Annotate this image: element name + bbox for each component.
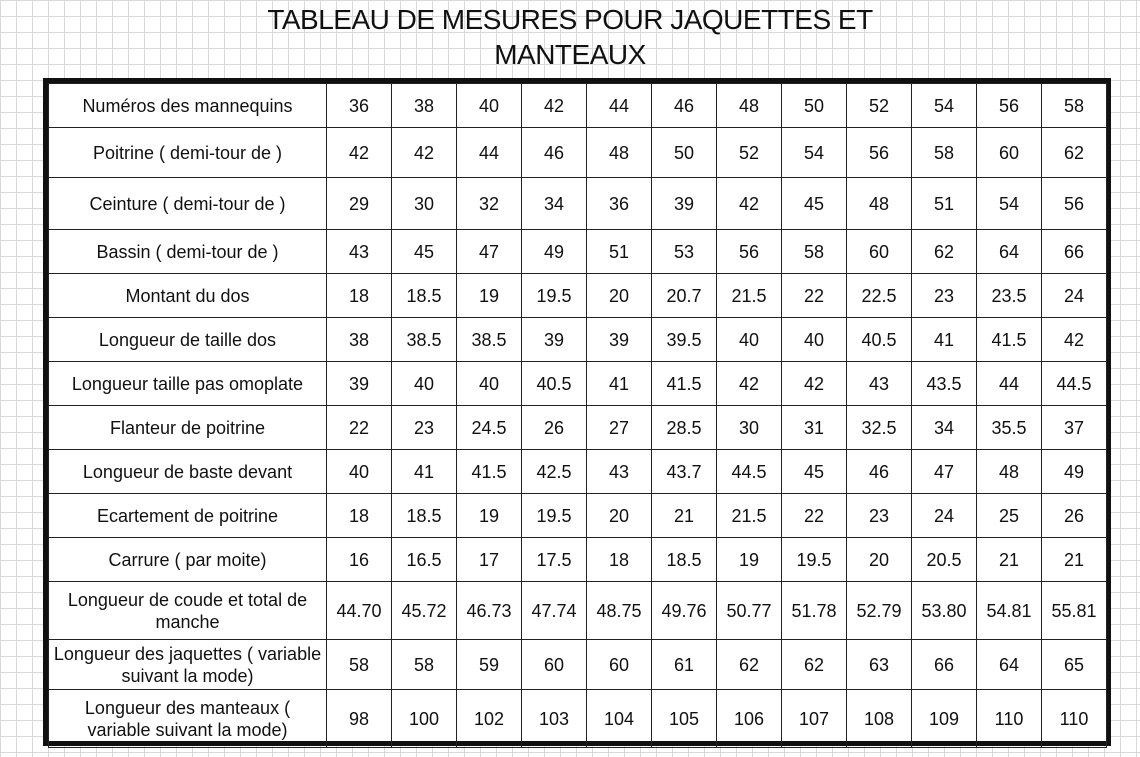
table-cell: 19 [457,274,522,318]
table-cell: 43 [587,450,652,494]
table-cell: 50 [782,84,847,128]
table-cell: 46 [522,128,587,178]
table-cell: 23.5 [977,274,1042,318]
table-cell: 42 [1042,318,1107,362]
table-cell: 60 [847,230,912,274]
table-row [49,582,1107,640]
table-cell: 27 [587,406,652,450]
table-cell: 39 [327,362,392,406]
table-cell: 105 [652,690,717,748]
table-cell: 40 [457,362,522,406]
table-cell: 36 [327,84,392,128]
table-cell: 48.75 [587,582,652,640]
table-cell: 19 [717,538,782,582]
table-cell: 21.5 [717,274,782,318]
table-cell: 46.73 [457,582,522,640]
table-cell: 53.80 [912,582,977,640]
table-cell: 48 [587,128,652,178]
table-row [49,494,1107,538]
table-cell: 20 [587,274,652,318]
table-cell: 46 [652,84,717,128]
table-cell: 60 [587,640,652,690]
table-cell: 45.72 [392,582,457,640]
table-cell: 20 [587,494,652,538]
table-cell: 42 [717,178,782,230]
row-label: Longueur de coude et total de manche [49,582,327,640]
table-cell: 51 [587,230,652,274]
table-cell: 22 [782,274,847,318]
table-cell: 54.81 [977,582,1042,640]
table-cell: 44.5 [1042,362,1107,406]
table-cell: 30 [392,178,457,230]
table-cell: 39.5 [652,318,717,362]
row-label: Bassin ( demi-tour de ) [49,230,327,274]
table-cell: 31 [782,406,847,450]
table-cell: 42 [717,362,782,406]
table-cell: 103 [522,690,587,748]
table-cell: 50.77 [717,582,782,640]
table-cell: 58 [782,230,847,274]
row-label: Longueur de taille dos [49,318,327,362]
table-cell: 39 [587,318,652,362]
table-cell: 59 [457,640,522,690]
row-label: Ecartement de poitrine [49,494,327,538]
table-cell: 56 [1042,178,1107,230]
table-cell: 41 [912,318,977,362]
table-cell: 44.70 [327,582,392,640]
table-cell: 62 [717,640,782,690]
table-cell: 23 [847,494,912,538]
table-cell: 41.5 [652,362,717,406]
table-cell: 43.7 [652,450,717,494]
table-row [49,690,1107,748]
table-row [49,450,1107,494]
table-cell: 110 [1042,690,1107,748]
table-cell: 61 [652,640,717,690]
table-row [49,640,1107,690]
table-cell: 19.5 [522,494,587,538]
table-row [49,406,1107,450]
table-cell: 26 [1042,494,1107,538]
table-cell: 42 [522,84,587,128]
table-row [49,362,1107,406]
table-cell: 42 [782,362,847,406]
table-cell: 47.74 [522,582,587,640]
table-row [49,318,1107,362]
table-cell: 63 [847,640,912,690]
table-cell: 17 [457,538,522,582]
table-cell: 41 [587,362,652,406]
table-cell: 45 [782,450,847,494]
table-cell: 100 [392,690,457,748]
table-cell: 44.5 [717,450,782,494]
row-label: Longueur taille pas omoplate [49,362,327,406]
table-cell: 51.78 [782,582,847,640]
table-cell: 19.5 [782,538,847,582]
row-label: Longueur des manteaux ( variable suivant la mode) [49,690,327,748]
table-cell: 18.5 [392,274,457,318]
table-cell: 32.5 [847,406,912,450]
table-cell: 44 [977,362,1042,406]
table-cell: 41.5 [977,318,1042,362]
table-cell: 38 [327,318,392,362]
table-cell: 34 [912,406,977,450]
table-cell: 40.5 [847,318,912,362]
table-cell: 51 [912,178,977,230]
table-cell: 56 [977,84,1042,128]
table-cell: 47 [457,230,522,274]
table-cell: 21 [1042,538,1107,582]
table-cell: 38.5 [392,318,457,362]
table-cell: 45 [782,178,847,230]
table-cell: 20.7 [652,274,717,318]
table-cell: 66 [912,640,977,690]
table-cell: 23 [392,406,457,450]
table-row [49,84,1107,128]
table-row [49,230,1107,274]
table-cell: 18.5 [652,538,717,582]
page-title [0,2,1140,72]
table-cell: 38 [392,84,457,128]
table-cell: 42 [327,128,392,178]
table-cell: 44 [457,128,522,178]
table-cell: 25 [977,494,1042,538]
title-line-1: TABLEAU DE MESURES POUR JAQUETTES ET [267,4,873,35]
table-cell: 62 [782,640,847,690]
table-cell: 40 [327,450,392,494]
table-cell: 23 [912,274,977,318]
table-cell: 17.5 [522,538,587,582]
table-cell: 28.5 [652,406,717,450]
table-cell: 24 [912,494,977,538]
table-cell: 58 [912,128,977,178]
table-cell: 37 [1042,406,1107,450]
table-cell: 54 [977,178,1042,230]
table-cell: 24.5 [457,406,522,450]
table-cell: 104 [587,690,652,748]
table-cell: 107 [782,690,847,748]
table-cell: 49 [1042,450,1107,494]
table-cell: 62 [912,230,977,274]
table-cell: 18 [587,538,652,582]
table-cell: 16.5 [392,538,457,582]
row-label: Flanteur de poitrine [49,406,327,450]
table-cell: 54 [912,84,977,128]
measurement-table-frame [43,78,1111,746]
table-cell: 22 [327,406,392,450]
table-cell: 110 [977,690,1042,748]
table-cell: 50 [652,128,717,178]
row-label: Numéros des mannequins [49,84,327,128]
title-line-2: MANTEAUX [494,39,646,70]
table-cell: 58 [327,640,392,690]
table-cell: 109 [912,690,977,748]
table-cell: 49 [522,230,587,274]
table-cell: 40 [782,318,847,362]
table-cell: 60 [522,640,587,690]
table-cell: 35.5 [977,406,1042,450]
table-cell: 22 [782,494,847,538]
table-cell: 108 [847,690,912,748]
table-cell: 26 [522,406,587,450]
row-label: Carrure ( par moite) [49,538,327,582]
table-cell: 40 [457,84,522,128]
row-label: Ceinture ( demi-tour de ) [49,178,327,230]
table-cell: 49.76 [652,582,717,640]
table-cell: 53 [652,230,717,274]
table-cell: 56 [717,230,782,274]
table-cell: 41 [392,450,457,494]
table-cell: 30 [717,406,782,450]
table-cell: 16 [327,538,392,582]
table-cell: 55.81 [1042,582,1107,640]
table-cell: 18.5 [392,494,457,538]
table-cell: 24 [1042,274,1107,318]
table-cell: 41.5 [457,450,522,494]
table-cell: 62 [1042,128,1107,178]
table-cell: 98 [327,690,392,748]
table-cell: 48 [717,84,782,128]
table-cell: 60 [977,128,1042,178]
table-cell: 29 [327,178,392,230]
table-cell: 48 [847,178,912,230]
table-cell: 32 [457,178,522,230]
table-row [49,538,1107,582]
table-cell: 64 [977,230,1042,274]
table-cell: 19 [457,494,522,538]
table-cell: 36 [587,178,652,230]
table-cell: 18 [327,494,392,538]
table-cell: 66 [1042,230,1107,274]
table-cell: 54 [782,128,847,178]
table-body [49,84,1107,748]
table-cell: 43.5 [912,362,977,406]
row-label: Longueur des jaquettes ( variable suivant la mode) [49,640,327,690]
row-label: Poitrine ( demi-tour de ) [49,128,327,178]
table-cell: 52 [847,84,912,128]
table-cell: 21.5 [717,494,782,538]
table-cell: 48 [977,450,1042,494]
table-cell: 20 [847,538,912,582]
table-cell: 39 [522,318,587,362]
table-cell: 21 [652,494,717,538]
table-row [49,178,1107,230]
table-cell: 42 [392,128,457,178]
table-cell: 46 [847,450,912,494]
table-cell: 58 [1042,84,1107,128]
table-cell: 52 [717,128,782,178]
table-cell: 56 [847,128,912,178]
measurement-table [48,83,1107,748]
table-cell: 34 [522,178,587,230]
table-cell: 45 [392,230,457,274]
table-cell: 20.5 [912,538,977,582]
table-cell: 44 [587,84,652,128]
table-cell: 40.5 [522,362,587,406]
table-cell: 39 [652,178,717,230]
table-cell: 43 [847,362,912,406]
table-cell: 19.5 [522,274,587,318]
row-label: Montant du dos [49,274,327,318]
table-row [49,274,1107,318]
table-cell: 42.5 [522,450,587,494]
table-cell: 22.5 [847,274,912,318]
table-row [49,128,1107,178]
table-cell: 43 [327,230,392,274]
table-cell: 58 [392,640,457,690]
table-cell: 52.79 [847,582,912,640]
table-cell: 65 [1042,640,1107,690]
row-label: Longueur de baste devant [49,450,327,494]
table-cell: 18 [327,274,392,318]
table-cell: 106 [717,690,782,748]
table-cell: 47 [912,450,977,494]
table-cell: 102 [457,690,522,748]
table-cell: 21 [977,538,1042,582]
table-cell: 64 [977,640,1042,690]
table-cell: 40 [717,318,782,362]
table-cell: 40 [392,362,457,406]
table-cell: 38.5 [457,318,522,362]
